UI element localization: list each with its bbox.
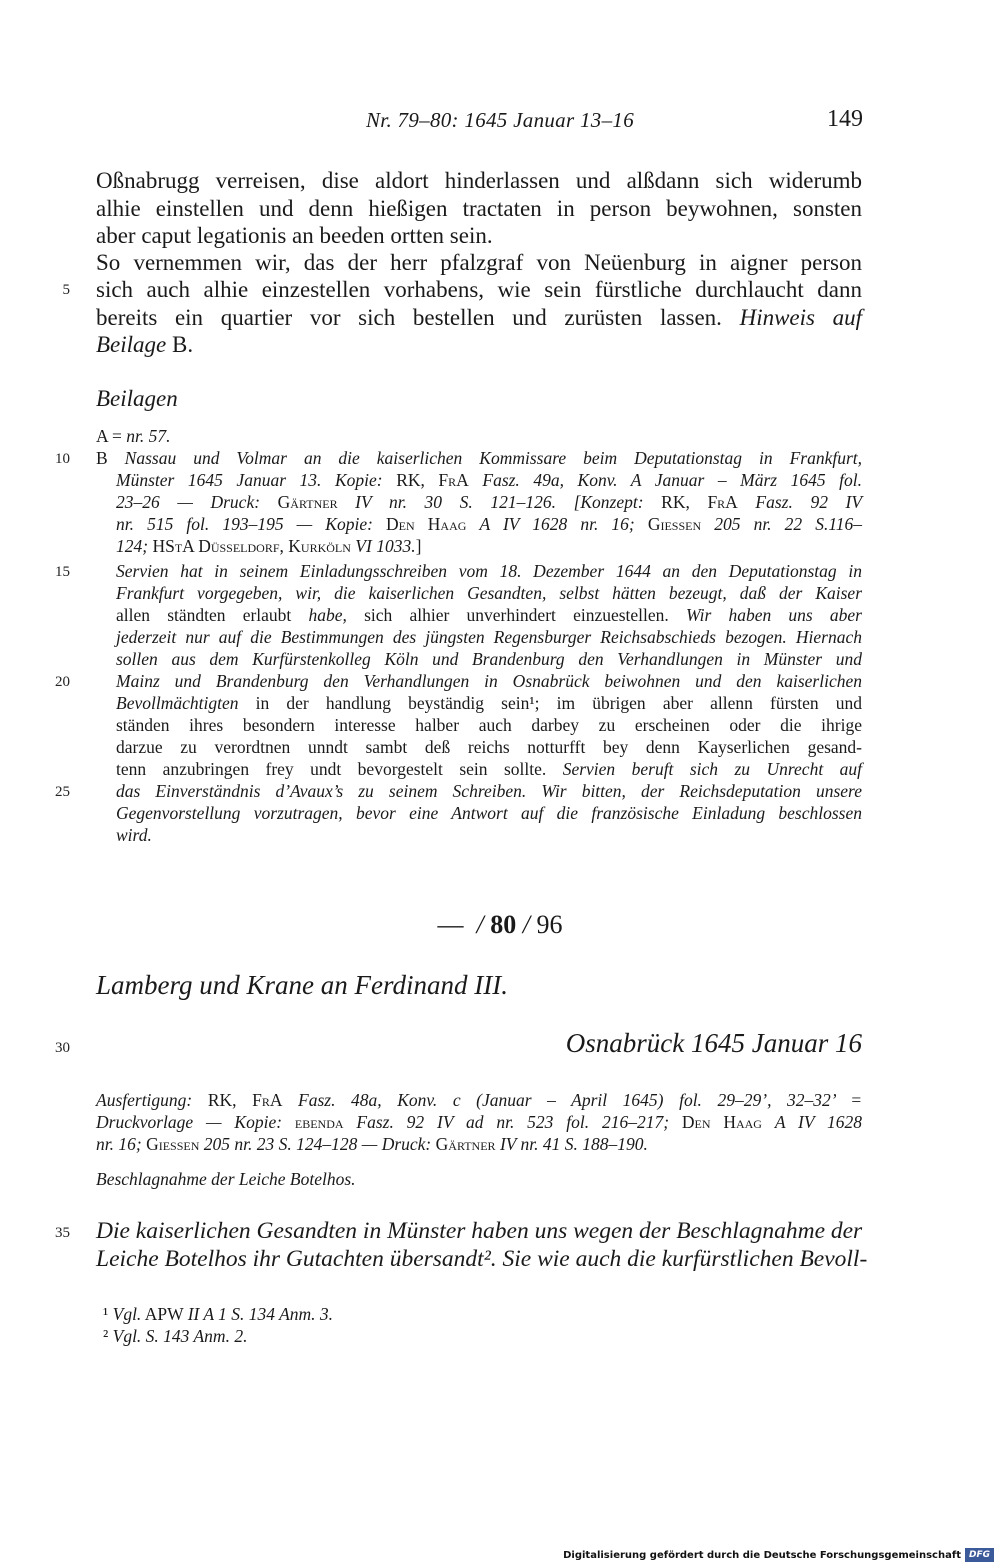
text-span: Fasz. 92 IV <box>755 492 863 512</box>
summary-line: ständen ihres besondern interesse halber auch darbey zu erscheinen oder die ihrige <box>116 715 862 735</box>
text-span: Münster 1645 Januar 13. Kopie: <box>116 470 383 490</box>
text-span: A IV 1628 <box>774 1112 863 1132</box>
credit-text: Digitalisierung gefördert durch die Deutsche Forschungsgemeinschaft <box>563 1549 961 1561</box>
archive-ref: RK, FrA <box>207 1090 283 1110</box>
text-line: alhie einstellen und denn hießigen tractaten in person beywohnen, sonsten <box>96 196 862 221</box>
running-title: Nr. 79–80: 1645 Januar 13–16 <box>366 108 634 132</box>
footnote-1 <box>103 1303 333 1325</box>
text-span: Servien beruft sich zu Unrecht auf <box>562 759 862 779</box>
archive-ref: Giessen <box>146 1134 200 1154</box>
author-ref: Gärtner <box>435 1134 496 1154</box>
regest-line: Die kaiserlichen Gesandten in Münster haben uns wegen der Beschlagnahme der <box>96 1218 863 1244</box>
editorial-note: Hinweis auf <box>739 305 863 330</box>
doc-alt-number: 96 <box>536 910 563 939</box>
text-span: 124; <box>116 536 149 556</box>
editorial-note: Beilage <box>96 332 167 357</box>
place-date: Osnabrück 1645 Januar 16 <box>565 1028 862 1058</box>
line-number: 15 <box>55 564 70 580</box>
footnote-mark: ² <box>103 1326 109 1346</box>
enclosure-b-line <box>116 513 862 535</box>
document-number <box>0 910 1000 940</box>
line-number: 5 <box>62 282 70 298</box>
regest-line: Leiche Botelhos ihr Gutachten übersandt². Sie wie auch die kurfürstlichen Bevoll- <box>96 1246 868 1272</box>
text-span: sich alhier unverhindert einzuestellen. <box>364 605 669 625</box>
text-span: [Konzept: <box>573 492 644 512</box>
text-line: aber caput legationis an beeden ortten sein. <box>96 223 493 248</box>
text-line <box>96 304 862 332</box>
text-span: nr. 16; <box>96 1134 142 1154</box>
page-number: 149 <box>827 106 863 132</box>
doc-number: 80 <box>490 910 517 939</box>
archive-ref: RK, FrA <box>396 470 469 490</box>
text-span: Druckvorlage — Kopie: <box>96 1112 283 1132</box>
line-number: 30 <box>55 1040 70 1056</box>
summary-line: Gegenvorstellung vorzutragen, bevor eine Antwort auf die französische Einladung beschlossen <box>116 803 862 823</box>
text-line: So vernemmen wir, das der herr pfalzgraf von Neüenburg in aigner person <box>96 250 862 275</box>
source-line <box>96 1111 862 1133</box>
author-ref: Gärtner <box>277 492 338 512</box>
text-line: sich auch alhie einzestellen vorhabens, wie sein fürstliche durchlaucht dann <box>96 277 862 302</box>
archive-ref: ebenda <box>294 1112 344 1132</box>
text-span: — <box>437 910 464 939</box>
text-span: Nassau und Volmar an die kaiserlichen Kommissare beim Deputationstag in Frankfurt, <box>124 448 863 468</box>
footnote-mark: ¹ <box>103 1304 109 1324</box>
dfg-logo: DFG <box>965 1548 994 1562</box>
line-number: 20 <box>55 674 70 690</box>
text-span: APW <box>144 1304 184 1324</box>
summary-line: Servien hat in seinem Einladungsschreiben vom 18. Dezember 1644 an den Deputationstag in <box>116 561 862 581</box>
line-number: 35 <box>55 1225 70 1241</box>
text-span: / <box>522 910 530 939</box>
text-span: allen ständten erlaubt <box>116 605 292 625</box>
summary-line: darzue zu verordtnen unndt sambt deß reichs notturfft bey denn Kayserlichen gesand- <box>116 737 862 757</box>
text-line <box>96 331 862 359</box>
text-span: ] <box>415 536 422 556</box>
enclosure-b-line <box>116 469 862 491</box>
summary-line: wird. <box>116 825 152 845</box>
line-number: 25 <box>55 784 70 800</box>
beilagen-heading: Beilagen <box>96 386 178 411</box>
source-line <box>96 1133 862 1155</box>
enclosure-a <box>96 425 862 447</box>
text-span: Fasz. 49a, Konv. A Januar – März 1645 fol. <box>482 470 863 490</box>
summary-line: jederzeit nur auf die Bestimmungen des jüngsten Regensburger Reichsabschieds bezogen. Hiernach <box>116 627 862 647</box>
text-span: bereits ein quartier vor sich bestellen und zurüsten lassen. <box>96 305 722 330</box>
document-title: Lamberg und Krane an Ferdinand III. <box>96 970 508 1000</box>
summary-line: Mainz und Brandenburg den Verhandlungen in Osnabrück beiwohnen und den kaiserlichen <box>116 671 862 691</box>
text-span: IV nr. 41 S. 188–190. <box>499 1134 648 1154</box>
source-line <box>96 1089 862 1111</box>
enclosure-b-line <box>116 535 862 557</box>
digitization-credit <box>563 1546 994 1564</box>
line-number: 10 <box>55 451 70 467</box>
enclosure-ref: nr. 57. <box>126 426 171 446</box>
archive-ref: Den Haag <box>386 514 467 534</box>
text-span: 205 nr. 22 S.116– <box>714 514 863 534</box>
summary-line: das Einverständnis d’Avaux’s zu seinem Schreiben. Wir bitten, der Reichsdeputation unsere <box>116 781 862 801</box>
text-span: / <box>476 910 484 939</box>
text-span: Fasz. 92 IV ad nr. 523 fol. 216–217; <box>356 1112 670 1132</box>
archive-ref: RK, FrA <box>661 492 738 512</box>
enclosure-b-line <box>116 491 862 513</box>
summary-line <box>116 604 862 626</box>
text-span: nr. 515 fol. 193–195 — Kopie: <box>116 514 373 534</box>
text-span: Wir haben uns aber <box>685 605 862 625</box>
text-span: A IV 1628 nr. 16; <box>479 514 635 534</box>
text-span: IV nr. 30 S. 121–126. <box>355 492 556 512</box>
archive-ref: Giessen <box>647 514 702 534</box>
subject-line: Beschlagnahme der Leiche Botelhos. <box>96 1169 356 1189</box>
text-span: tenn anzubringen frey undt bevorgestelt sein sollte. <box>116 759 547 779</box>
archive-ref: HStA Düsseldorf, Kurköln <box>152 536 351 556</box>
text-span: Bevollmächtigten <box>116 693 239 713</box>
text-span: VI 1033. <box>355 536 416 556</box>
summary-line: Frankfurt vorgegeben, wir, die kaiserlichen Gesandten, selbst hätten bezeugt, daß der Kaiser <box>116 583 862 603</box>
enclosure-b-line <box>96 447 862 469</box>
summary-line <box>116 758 862 780</box>
enclosure-label: B <box>96 448 108 468</box>
text-span: Vgl. S. 143 Anm. 2. <box>112 1326 248 1346</box>
text-line: Oßnabrugg verreisen, dise aldort hinderlassen und alßdann sich widerumb <box>96 168 862 193</box>
text-span: in der handlung beyständig sein¹; im übrigen aber allenn fürsten und <box>255 693 862 713</box>
text-span: II A 1 S. 134 Anm. 3. <box>187 1304 334 1324</box>
enclosure-label: A = <box>96 426 122 446</box>
text-span: Vgl. <box>112 1304 142 1324</box>
footnote-2 <box>103 1325 247 1347</box>
archive-ref: Den Haag <box>681 1112 762 1132</box>
text-span: habe, <box>308 605 347 625</box>
text-span: 205 nr. 23 S. 124–128 — Druck: <box>203 1134 432 1154</box>
text-span: Fasz. 48a, Konv. c (Januar – April 1645) fol. 29–29’, 32–32’ = <box>298 1090 863 1110</box>
summary-line <box>116 692 862 714</box>
text-span: Ausfertigung: <box>96 1090 193 1110</box>
text-span: 23–26 — Druck: <box>116 492 261 512</box>
text-span: B. <box>172 332 194 357</box>
summary-line: sollen aus dem Kurfürstenkolleg Köln und Brandenburg den Verhandlungen in Münster und <box>116 649 862 669</box>
